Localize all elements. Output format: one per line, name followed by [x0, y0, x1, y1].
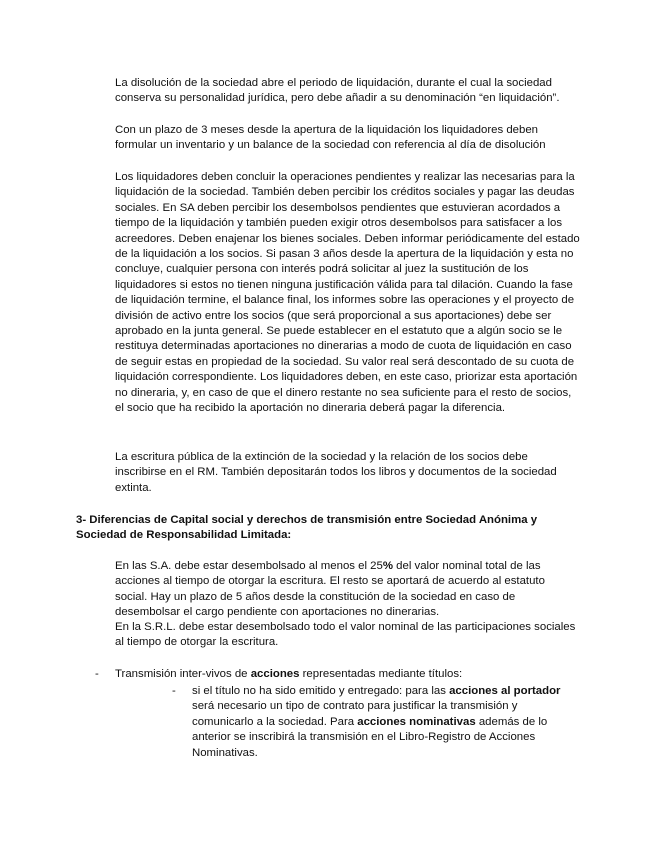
sa-capital-percent: % — [382, 560, 393, 572]
bullet-dash: - — [95, 668, 99, 680]
list-item-bold-acciones: acciones — [250, 668, 300, 680]
paragraph-liquidation-period: La disolución de la sociedad abre el periodo de liquidación, durante el cual la sociedad conserva su personalidad jurídica, pero debe añadir a su denominación “en liquidación”. — [115, 77, 560, 105]
sa-capital-text-end: del valor nominal total de las acciones al tiempo de otorgar la escritura. El resto se aportará de acuerdo al estatuto social. Hay un plazo de 5 años desde la constitución de la sociedad en caso de desembolsar el cargo pendiente con aportaciones no dinerarias. — [115, 560, 545, 619]
sublist-bold-bearer-shares: acciones al portador — [449, 685, 561, 697]
list-item-text — [115, 667, 575, 682]
sub-bullet-dash: - — [172, 685, 176, 697]
sublist-text-1: si el título no ha sido emitido y entregado: para las — [192, 685, 450, 697]
sublist-text-2: será necesario un tipo de contrato para justificar la transmisión y comunicarlo a la sociedad. Para — [192, 700, 518, 728]
sa-capital-text-start: En las S.A. debe estar desembolsado al menos el 25 — [115, 560, 383, 572]
list-item-text-start: Transmisión inter-vivos de — [115, 668, 251, 680]
paragraph-srl-capital: En la S.R.L. debe estar desembolsado todo el valor nominal de las participaciones sociales al tiempo de otorgar la escritura. — [115, 621, 576, 649]
sublist-item-text — [192, 684, 572, 761]
paragraph-inventory-deadline: Con un plazo de 3 meses desde la apertura de la liquidación los liquidadores deben formular un inventario y un balance de la sociedad con referencia al día de disolución — [115, 124, 546, 152]
sublist-text-3: además de lo anterior se inscribirá la transmisión en el Libro-Registro de Acciones Nominativas. — [192, 715, 548, 759]
sublist-bold-registered-shares: acciones nominativas — [357, 715, 476, 728]
paragraph-liquidator-duties: Los liquidadores deben concluir la operaciones pendientes y realizar las necesarias para la liquidación de la sociedad. También deben percibir los créditos sociales y pagar las deudas sociales. En SA deben percibir los desembolsos pendientes que estuvieran acordados a tiempo de la liquidación y también pueden exigir otros desembolsos para satisfacer a los acreedores. Deben enajenar los bienes sociales. Deben informar periódicamente del estado de la liquidación a los socios. Si pasan 3 años desde la apertura de la liquidación y esta no concluye, cualquier persona con interés podrá solicitar al juez la sustitución de los liquidadores si estos no tienen ninguna justificación válida para tal dilación. Cuando la fase de liquidación termine, el balance final, los informes sobre las operaciones y el proyecto de división de activo entre los socios (que será proporcional a sus aportaciones) debe ser aprobado en la junta general. Se puede establecer en el estatuto que a algún socio se le restituya determinadas aportaciones no dinerarias a modo de cuota de liquidación en caso de seguir estas en propiedad de la sociedad. Su valor real será descontado de su cuota de liquidación correspondiente. Los liquidadores deben, en este caso, priorizar esta aportación no dineraria, y, en caso de que el dinero restante no sea suficiente para el resto de socios, el socio que ha recibido la aportación no dineraria deberá pagar la diferencia. — [115, 171, 580, 415]
section-heading-capital-differences: 3- Diferencias de Capital social y derechos de transmisión entre Sociedad Anónima y Sociedad de Responsabilidad Limitada: — [76, 514, 538, 542]
list-item-text-end: representadas mediante títulos: — [299, 668, 463, 680]
paragraph-extinction-deed: La escritura pública de la extinción de la sociedad y la relación de los socios debe inscribirse en el RM. También depositarán todos los libros y documentos de la sociedad extinta. — [115, 451, 557, 494]
paragraph-sa-capital — [115, 559, 580, 621]
